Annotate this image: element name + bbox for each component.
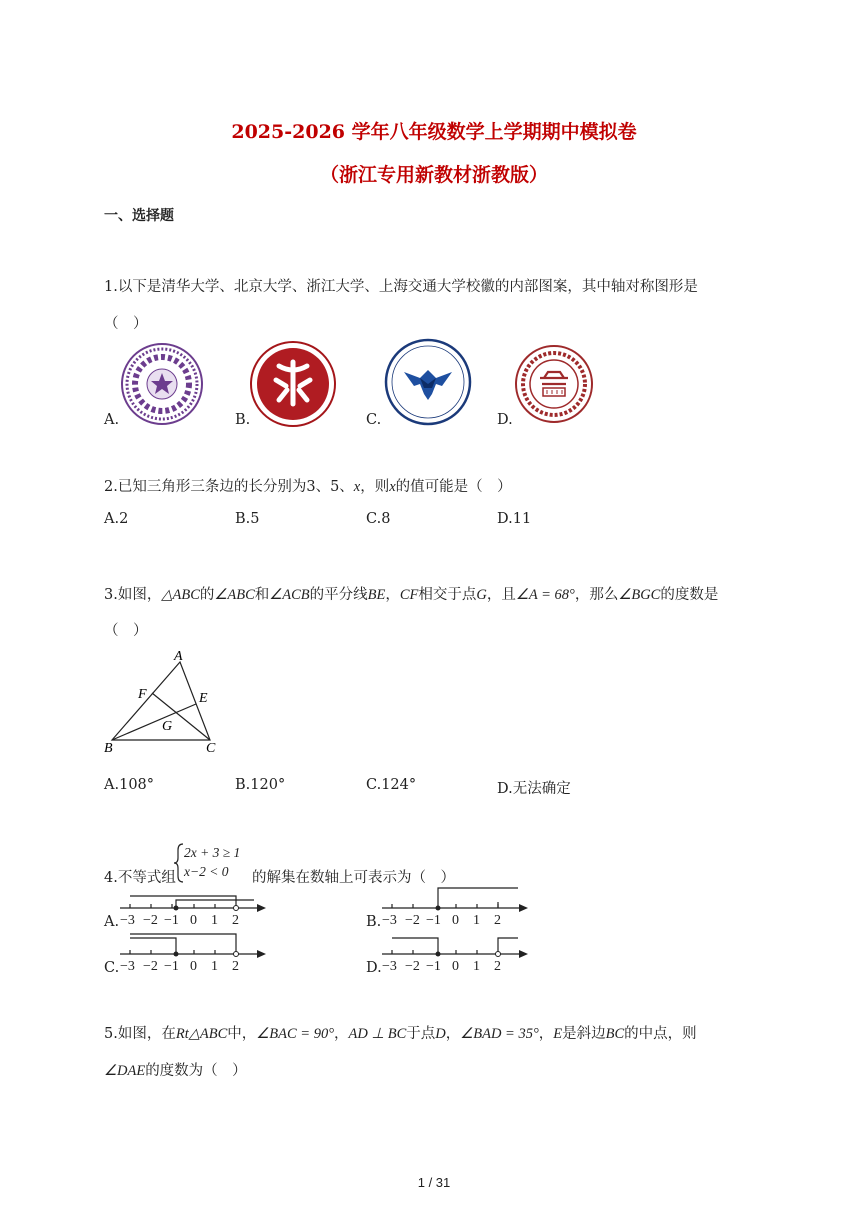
question-5-line-2: ∠DAE的度数为（ ）	[104, 1063, 247, 1079]
question-4-option-a: A.	[104, 914, 120, 930]
page-number: 1 / 31	[417, 1175, 451, 1190]
question-1-option-c: C.	[366, 412, 382, 428]
question-2-option-a: A.2	[104, 511, 129, 527]
svg-text:−1: −1	[426, 959, 441, 974]
question-2-variable: x	[353, 479, 361, 495]
svg-text:0: 0	[452, 913, 459, 928]
question-2-option-d: D.11	[497, 511, 532, 527]
svg-text:−3: −3	[382, 959, 397, 974]
svg-text:−2: −2	[143, 913, 158, 928]
vertex-c-label: C	[206, 741, 216, 756]
svg-text:2: 2	[232, 959, 239, 974]
svg-text:0: 0	[452, 959, 459, 974]
svg-text:−2: −2	[405, 959, 420, 974]
svg-text:2: 2	[232, 913, 239, 928]
number-line-d	[380, 930, 530, 974]
zhejiang-emblem-image	[384, 338, 472, 426]
question-3-option-b: B.120°	[235, 777, 286, 793]
svg-text:−3: −3	[120, 913, 135, 928]
question-2-sides: 3、5、	[306, 479, 354, 495]
question-1-option-d: D.	[497, 412, 513, 428]
question-2-text	[104, 475, 512, 496]
number-line-b	[380, 884, 530, 928]
section-heading: 一、选择题	[104, 207, 174, 223]
point-e-label: E	[199, 691, 208, 706]
svg-text:−2: −2	[405, 913, 420, 928]
svg-text:2: 2	[494, 913, 501, 928]
svg-text:−3: −3	[382, 913, 397, 928]
svg-text:−1: −1	[164, 959, 179, 974]
svg-text:1: 1	[211, 959, 218, 974]
question-5-text: 5.如图，在Rt△ABC中，∠BAC = 90°，AD ⊥ BC于点D，∠BAD = 35°，E是斜边BC的中点，则	[104, 1026, 697, 1042]
number-line-a	[118, 884, 268, 928]
svg-text:0: 0	[190, 959, 197, 974]
sjtu-emblem-image	[514, 344, 594, 424]
page-title: 2025-2026 学年八年级数学上学期期中模拟卷	[231, 121, 637, 143]
question-4-option-d: D.	[366, 960, 382, 976]
question-4-option-b: B.	[366, 914, 382, 930]
question-2-option-b: B.5	[235, 511, 260, 527]
svg-text:1: 1	[473, 913, 480, 928]
question-2-variable-2: x	[389, 479, 396, 495]
question-3-text: 3.如图，△ABC的∠ABC和∠ACB的平分线BE，CF相交于点G，且∠A = 68°，那么∠BGC的度数是	[104, 587, 719, 603]
question-4-option-c: C.	[104, 960, 120, 976]
point-f-label: F	[138, 687, 147, 702]
question-3-paren: （ ）	[104, 623, 148, 639]
peking-emblem-image	[249, 340, 337, 428]
question-1-paren: （ ）	[104, 316, 148, 332]
question-3-option-a: A.108°	[104, 777, 155, 793]
tsinghua-emblem-image	[120, 342, 204, 426]
svg-text:−1: −1	[164, 913, 179, 928]
point-g-label: G	[162, 719, 173, 734]
vertex-a-label: A	[174, 649, 183, 664]
question-1-text: 1.以下是清华大学、北京大学、浙江大学、上海交通大学校徽的内部图案，其中轴对称图形是	[104, 279, 698, 295]
svg-text:1: 1	[211, 913, 218, 928]
question-2-prefix: 2.已知三角形三条边的长分别为	[104, 479, 307, 495]
question-1-option-a: A.	[104, 412, 120, 428]
question-4-prefix: 4.不等式组	[104, 870, 176, 886]
page-subtitle: （浙江专用新教材浙教版）	[319, 164, 548, 186]
question-4-suffix: 的解集在数轴上可表示为（ ）	[252, 870, 455, 886]
svg-text:2: 2	[494, 959, 501, 974]
question-2-mid: ，则	[360, 479, 390, 495]
inequality-1: 2x + 3 ≥ 1	[184, 845, 241, 860]
svg-text:−2: −2	[143, 959, 158, 974]
svg-text:1: 1	[473, 959, 480, 974]
svg-text:−1: −1	[426, 913, 441, 928]
number-line-c	[118, 930, 268, 974]
question-3-option-d: D.无法确定	[497, 781, 571, 797]
inequality-2: x−2 < 0	[184, 864, 229, 879]
svg-text:−3: −3	[120, 959, 135, 974]
svg-text:0: 0	[190, 913, 197, 928]
question-3-option-c: C.124°	[366, 777, 417, 793]
question-1-option-b: B.	[235, 412, 251, 428]
question-2-suffix: 的值可能是（ ）	[395, 479, 512, 495]
question-2-option-c: C.8	[366, 511, 391, 527]
triangle-figure	[100, 648, 230, 760]
vertex-b-label: B	[104, 741, 113, 756]
